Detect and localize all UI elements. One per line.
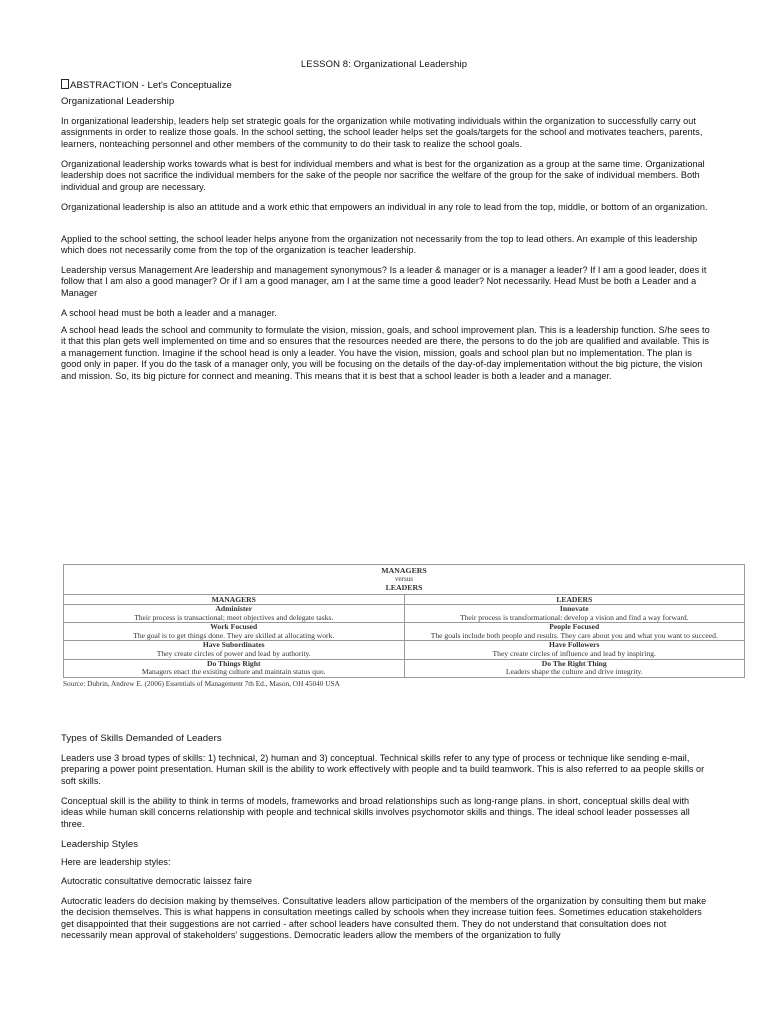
styles-intro: Here are leadership styles:: [61, 857, 171, 867]
skill-name: Do The Right Thing: [541, 658, 607, 668]
table-title-cell: [64, 565, 745, 595]
skill-description: Managers enact the existing culture and maintain status quo.: [141, 667, 326, 677]
paragraph: Leaders use 3 broad types of skills: 1) technical, 2) human and 3) conceptual. Technical skills refer to any type of process or technique like sending e-mail, preparing a power point presentation. Human skill is the ability to work effectively with people and ta build teamwork. This is also referred to aa people skills or soft skills.: [61, 753, 705, 786]
styles-list: Autocratic consultative democratic laissez faire: [61, 876, 252, 886]
column-header-managers: MANAGERS: [64, 595, 405, 605]
skill-description: The goal is to get things done. They are skilled at allocating work.: [133, 630, 335, 640]
table-cell: [64, 659, 405, 677]
paragraph: A school head must be both a leader and a manager.: [61, 308, 277, 318]
paragraph: Conceptual skill is the ability to think in terms of models, frameworks and broad relationships such as long-range plans. in short, conceptual skills deal with ideas while human skill concerns relationship with people and technical skills involves psychomotor skills and things. The ideal school leader possesses all three.: [61, 796, 690, 829]
table-row: [64, 623, 745, 641]
abstraction-heading-text: ABSTRACTION - Let's Conceptualize: [70, 80, 232, 91]
skill-name: People Focused: [549, 622, 600, 632]
table-cell: [404, 623, 745, 641]
table-cell: [64, 641, 405, 659]
skill-name: Do Things Right: [207, 658, 261, 668]
skills-heading: Types of Skills Demanded of Leaders: [61, 733, 222, 744]
paragraph: Applied to the school setting, the school leader helps anyone from the organization not necessarily from the top to lead others. An example of this leadership which does not necessarily come from the top of the organization is teacher leadership.: [61, 234, 698, 256]
table-subtitle: LEADERS: [385, 583, 423, 592]
checkbox-glyph-icon: [61, 79, 69, 89]
table-cell: [64, 623, 405, 641]
table-source-citation: Source: Dubrin, Andrew E. (2006) Essentials of Management 7th Ed., Mason, OH 45040 USA: [63, 678, 340, 688]
paragraph: Autocratic leaders do decision making by themselves. Consultative leaders allow participation of the members of the organization by consulting them but make the decision themselves. This is what happens in consultation meetings called by schools when they increase tuition fees. Sometimes education stakeholders get disappointed that their suggestions are not carried - after school leaders have consulted them. They do not understand that consultation does not necessarily mean approval of stakeholders' suggestions. Democratic leaders allow the members of the organization to fully: [61, 896, 707, 941]
column-header-leaders: LEADERS: [404, 595, 745, 605]
skill-description: Their process is transactional; meet objectives and delegate tasks.: [134, 612, 334, 622]
skill-description: They create circles of influence and lead by inspiring.: [492, 648, 656, 658]
paragraph: Leadership versus Management Are leadership and management synonymous? Is a leader & manager or is a manager a leader? If I am a good leader, does it follow that I am also a good manager? Or if I am a good manager, am I at the same time a good leader? Not necessarily. Head Must be both a Leader and a Manager: [61, 265, 707, 298]
table-cell: [404, 659, 745, 677]
abstraction-heading: [61, 79, 711, 91]
paragraph: Organizational leadership is also an attitude and a work ethic that empowers an individual in any role to lead from the top, middle, or bottom of an organization.: [61, 202, 708, 212]
table-row: [64, 605, 745, 623]
lesson-title: LESSON 8: Organizational Leadership: [300, 59, 468, 70]
table-row: [64, 641, 745, 659]
skill-name: Work Focused: [210, 622, 258, 632]
skill-description: Their process is transformational: develop a vision and find a way forward.: [459, 612, 689, 622]
skill-description: Leaders shape the culture and drive integrity.: [505, 667, 643, 677]
table-title: MANAGERS: [381, 566, 427, 575]
skill-description: They create circles of power and lead by authority.: [156, 648, 311, 658]
table-cell: [404, 641, 745, 659]
skill-name: Have Subordinates: [202, 640, 265, 650]
skill-name: Innovate: [559, 604, 589, 613]
paragraph: In organizational leadership, leaders help set strategic goals for the organization while motivating individuals within the organization to successfully carry out assignments in order to realize those goals. In the school setting, the school leader helps set the goals/targets for the school and motivates teachers, parents, learners, nonteaching personnel and other members of the community to do their task to realize the school goals.: [61, 116, 703, 149]
skill-description: The goals include both people and results. They care about you and what you want to succeed.: [430, 630, 718, 640]
managers-vs-leaders-table: [63, 564, 745, 688]
section-heading: Organizational Leadership: [61, 96, 175, 107]
table-row: [64, 659, 745, 677]
styles-heading: Leadership Styles: [61, 839, 139, 850]
table-cell: [404, 605, 745, 623]
skill-name: Administer: [215, 604, 253, 613]
paragraph: Organizational leadership works towards what is best for individual members and what is best for the organization as a group at the same time. Organizational leadership does not sacrifice the individual members for the sake of the people nor sacrifice the welfare of the group for the sake of individual members. Both individual and group are necessary.: [61, 159, 705, 192]
paragraph: A school head leads the school and community to formulate the vision, mission, goals, and school improvement plan. This is a leadership function. S/he sees to it that this plan gets well implemented on time and so ensures that the resources needed are there, the persons to do the job are qualified and available. This is a management function. Imagine if the school head is only a leader. You have the vision, mission, goals and school plan but no implementation. The plan is good only in paper. If you do the task of a manager only, you will be focusing on the details of the day-of-day implementation without the big picture, the vision and mission. So, its big picture for connect and meaning. This means that it is best that a school leader is both a leader and a manager.: [61, 325, 710, 381]
table-versus: versus: [395, 575, 413, 583]
table-cell: [64, 605, 405, 623]
skill-name: Have Followers: [549, 640, 600, 650]
